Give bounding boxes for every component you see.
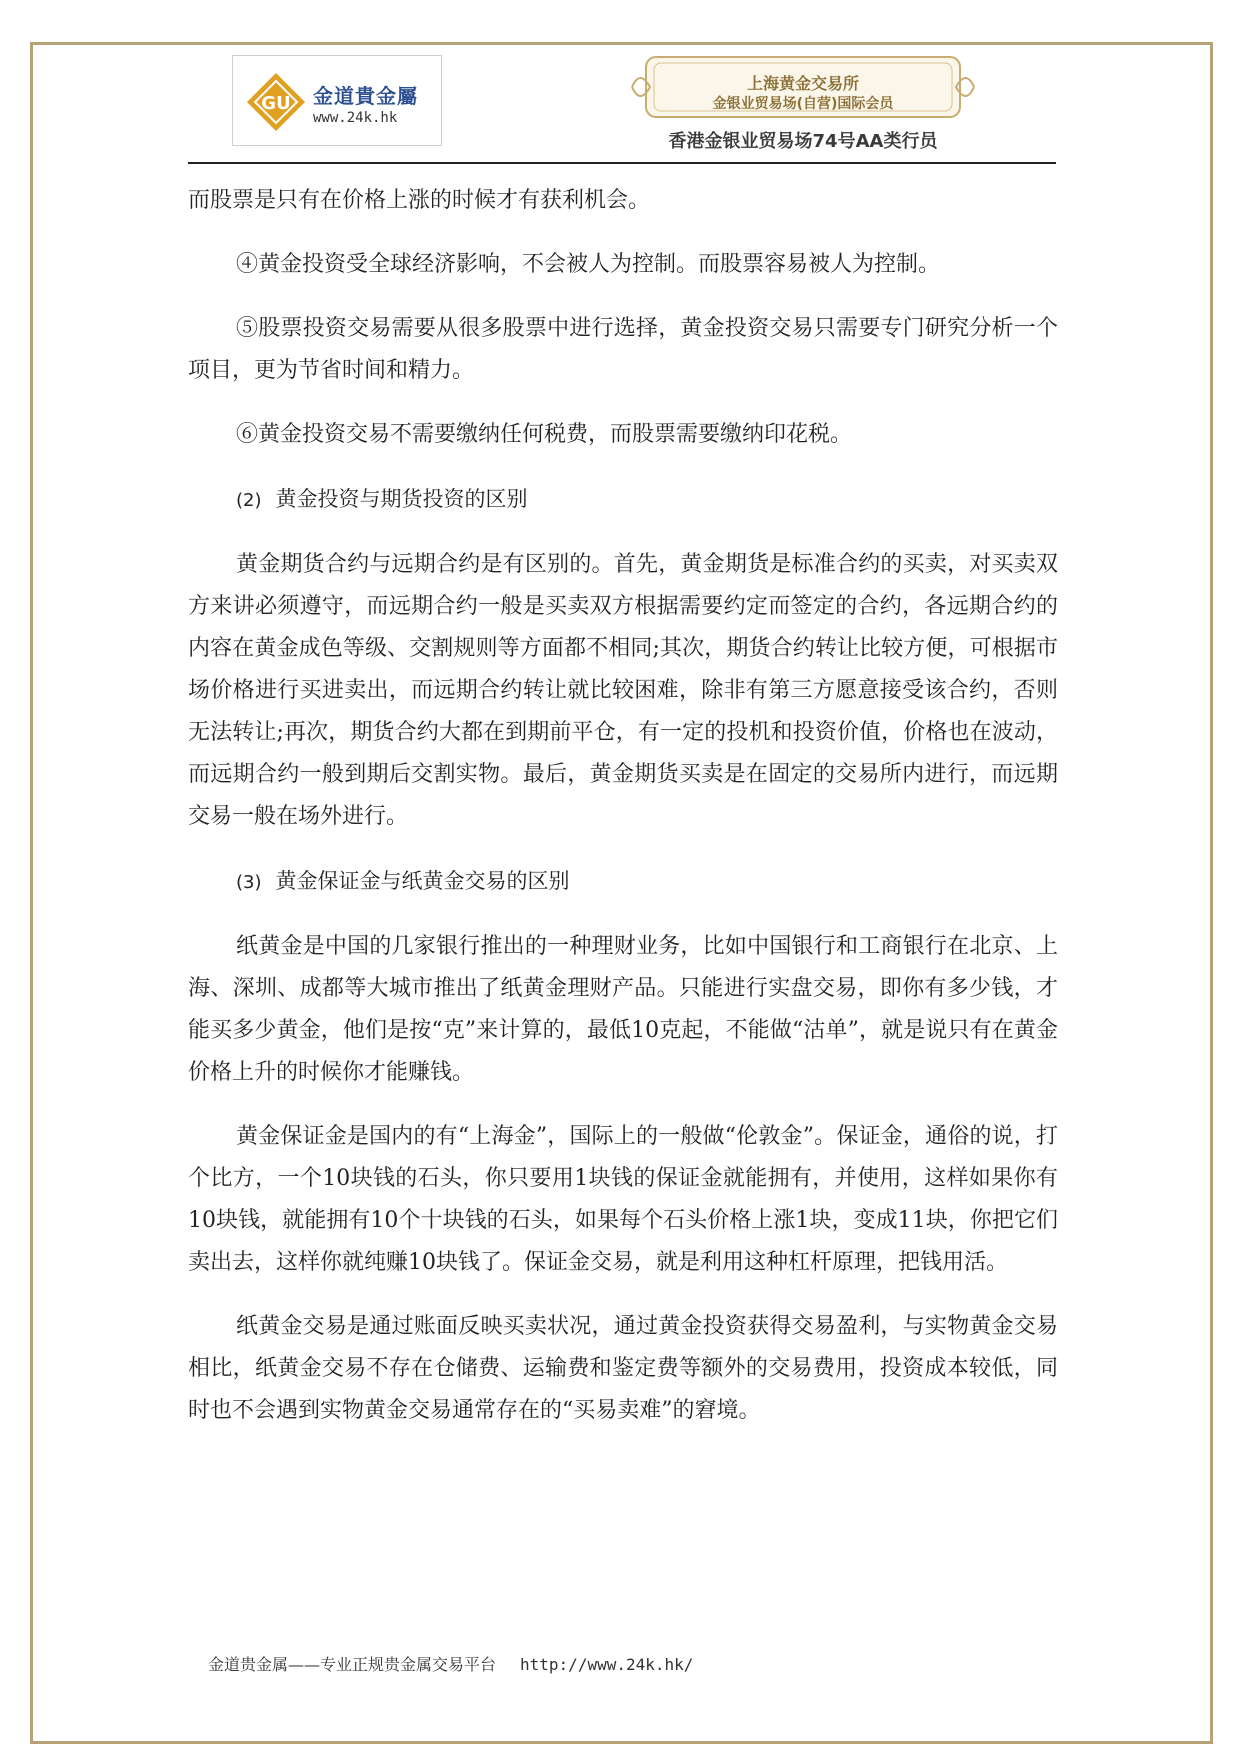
footer-text: 金道贵金属——专业正规贵金属交易平台 — [208, 1655, 497, 1674]
paragraph: 黄金保证金是国内的有“上海金”，国际上的一般做“伦敦金”。保证金，通俗的说，打个比方，一个10块钱的石头，你只要用1块钱的保证金就能拥有，并使用，这样如果你有10块钱，就能拥有10个十块钱的石头，如果每个石头价格上涨1块，变成11块，你把它们卖出去，这样你就纯赚10块钱了。保证金交易，就是利用这种杠杆原理，把钱用活。 — [188, 1124, 1058, 1275]
header-divider — [188, 162, 1056, 164]
membership-line-2: 金银业贸易场(自营)国际会员 — [712, 96, 894, 112]
section-title: 黄金投资与期货投资的区别 — [275, 487, 528, 511]
section-title: 黄金保证金与纸黄金交易的区别 — [275, 869, 570, 893]
page-footer — [208, 1652, 693, 1675]
paragraph: 纸黄金交易是通过账面反映买卖状况，通过黄金投资获得交易盈利，与实物黄金交易相比，纸黄金交易不存在仓储费、运输费和鉴定费等额外的交易费用，投资成本较低，同时也不会遇到实物黄金交易通常存在的“买易卖难”的窘境。 — [188, 1314, 1058, 1423]
paragraph: ④黄金投资受全球经济影响，不会被人为控制。而股票容易被人为控制。 — [236, 252, 941, 277]
footer-link[interactable]: http://www.24k.hk/ — [520, 1655, 694, 1674]
company-logo[interactable] — [232, 55, 442, 146]
section-heading — [188, 860, 1058, 904]
paragraph: ⑤股票投资交易需要从很多股票中进行选择，黄金投资交易只需要专门研究分析一个项目，更为节省时间和精力。 — [188, 316, 1058, 383]
section-number: (3) — [236, 872, 262, 893]
section-heading — [188, 478, 1058, 522]
page-header — [188, 55, 1056, 163]
paragraph: 而股票是只有在价格上涨的时候才有获利机会。 — [188, 188, 651, 213]
paragraph: ⑥黄金投资交易不需要缴纳任何税费，而股票需要缴纳印花税。 — [236, 422, 853, 447]
paragraph: 黄金期货合约与远期合约是有区别的。首先，黄金期货是标准合约的买卖，对买卖双方来讲必须遵守，而远期合约一般是买卖双方根据需要约定而签定的合约，各远期合约的内容在黄金成色等级、交割规则等方面都不相同;其次，期货合约转让比较方便，可根据市场价格进行买进卖出，而远期合约转让就比较困难，除非有第三方愿意接受该合约，否则无法转让;再次，期货合约大都在到期前平仓，有一定的投机和投资价值，价格也在波动，而远期合约一般到期后交割实物。最后，黄金期货买卖是在固定的交易所内进行，而远期交易一般在场外进行。 — [188, 552, 1058, 829]
membership-line-1: 上海黄金交易所 — [746, 74, 859, 93]
membership-subtitle: 香港金银业贸易场74号AA类行员 — [668, 131, 938, 152]
paragraph: 纸黄金是中国的几家银行推出的一种理财业务，比如中国银行和工商银行在北京、上海、深圳、成都等大城市推出了纸黄金理财产品。只能进行实盘交易，即你有多少钱，才能买多少黄金，他们是按“克”来计算的，最低10克起，不能做“沽单”，就是说只有在黄金价格上升的时候你才能赚钱。 — [188, 934, 1058, 1085]
section-number: (2) — [236, 490, 262, 511]
logo-website: www.24k.hk — [313, 110, 398, 126]
svg-text:GU: GU — [261, 93, 291, 114]
document-body — [188, 180, 1058, 1454]
logo-company-name: 金道貴金屬 — [313, 84, 418, 108]
gu-logo-icon — [245, 71, 307, 133]
